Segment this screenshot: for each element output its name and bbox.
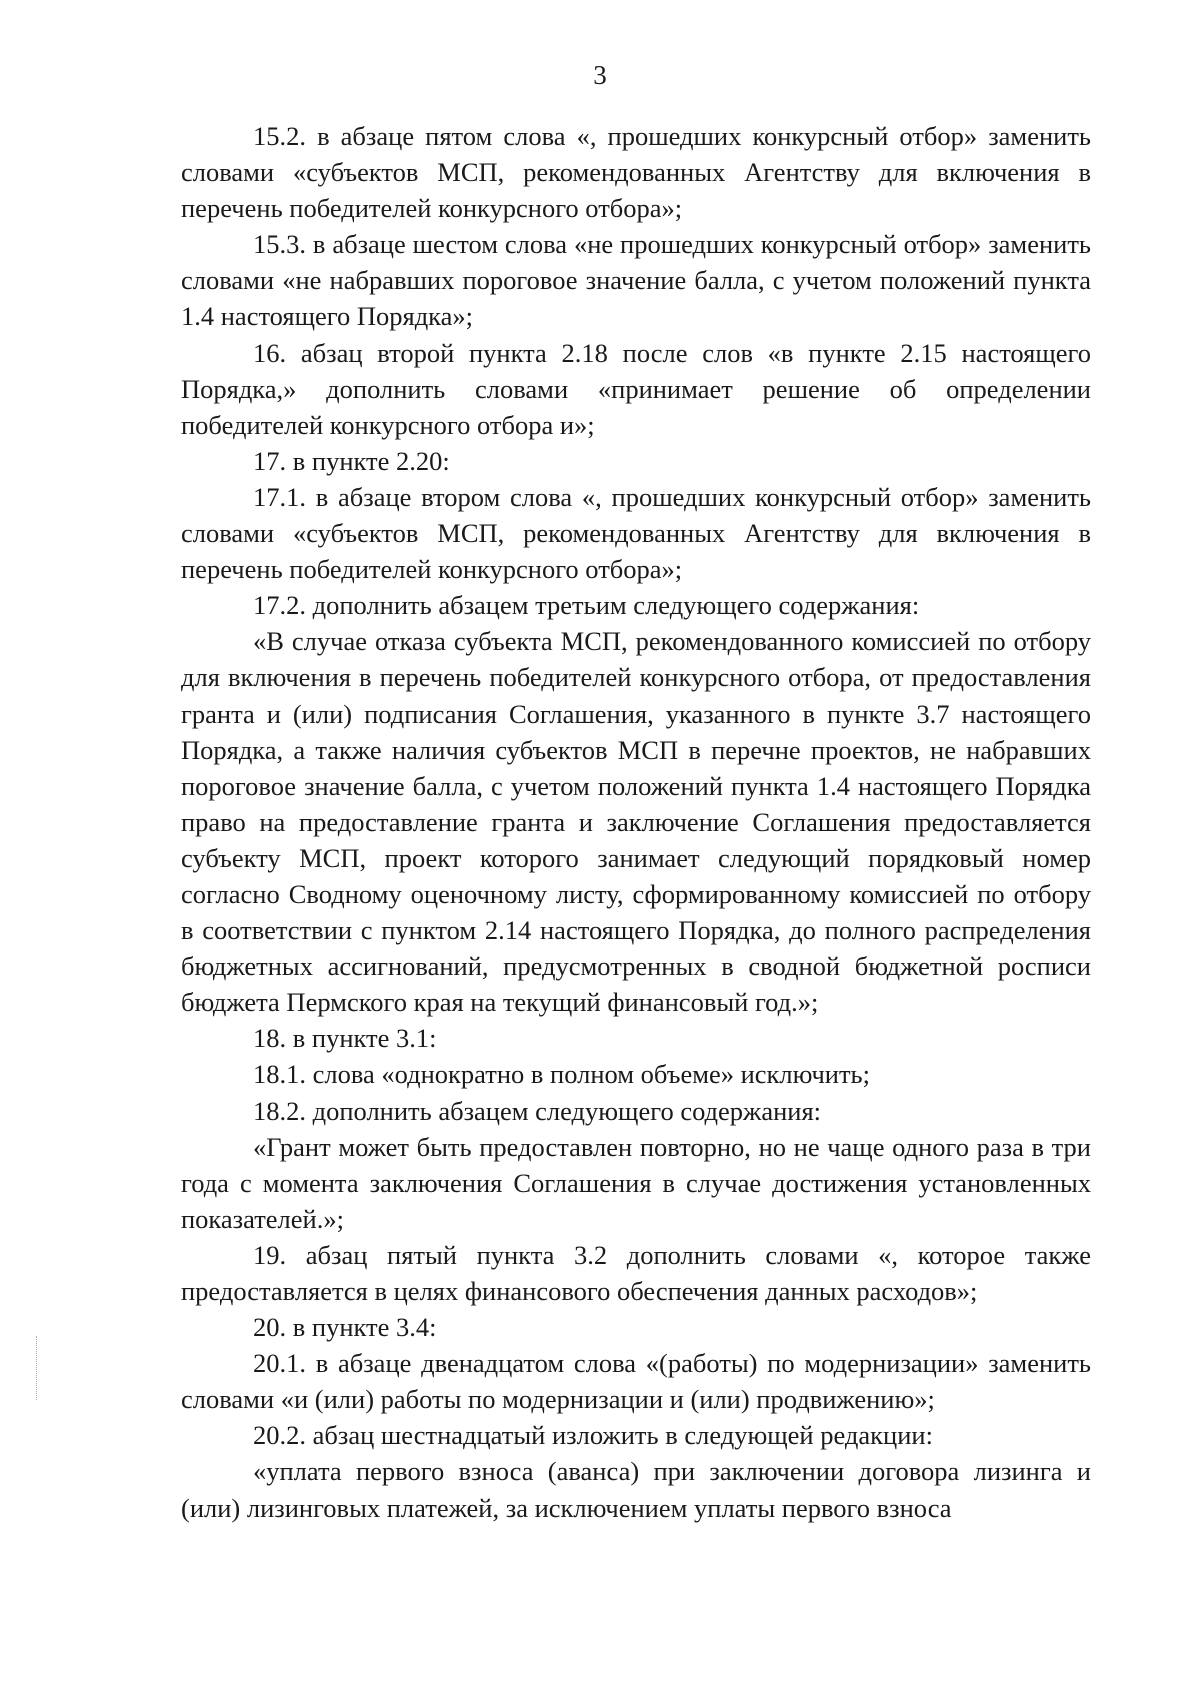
paragraph-17-1: 17.1. в абзаце втором слова «, прошедших конкурсный отбор» заменить словами «субъектов МСП, рекомендованных Агентству для включения в перечень победителей конкурсного отбора»; (181, 481, 1091, 585)
scan-margin-mark (36, 1336, 38, 1400)
paragraph-17-2-quote: «В случае отказа субъекта МСП, рекомендованного комиссией по отбору для включения в перечень победителей конкурсного отбора, от предоставления гранта и (или) подписания Соглашения, указанного в пункте 3.7 настоящего Порядка, а также наличия субъектов МСП в перечне проектов, не набравших пороговое значение балла, с учетом положений пункта 1.4 настоящего Порядка право на предоставление гранта и заключение Соглашения предоставляется субъекту МСП, проект которого занимает следующий порядковый номер согласно Сводному оценочному листу, сформированному комиссией по отбору в соответствии с пунктом 2.14 настоящего Порядка, до полного распределения бюджетных ассигнований, предусмотренных в сводной бюджетной росписи бюджета Пермского края на текущий финансовый год.»; (181, 626, 1091, 1018)
paragraph-17: 17. в пункте 2.20: (253, 445, 450, 476)
paragraph-18-1: 18.1. слова «однократно в полном объеме» исключить; (253, 1059, 870, 1090)
paragraph-18-2-quote: «Грант может быть предоставлен повторно, но не чаще одного раза в три года с момента заключения Соглашения в случае достижения установленных показателей.»; (181, 1131, 1091, 1234)
paragraph-15-3: 15.3. в абзаце шестом слова «не прошедших конкурсный отбор» заменить словами «не набравших пороговое значение балла, с учетом положений пункта 1.4 настоящего Порядка»; (181, 229, 1091, 332)
paragraph-19: 19. абзац пятый пункта 3.2 дополнить словами «, которое также предоставляется в целях финансового обеспечения данных расходов»; (181, 1239, 1091, 1306)
paragraph-20-1: 20.1. в абзаце двенадцатом слова «(работы) по модернизации» заменить словами «и (или) работы по модернизации и (или) продвижению»; (181, 1348, 1091, 1415)
page-number: 3 (593, 60, 607, 90)
paragraph-20: 20. в пункте 3.4: (253, 1312, 437, 1343)
paragraph-20-2: 20.2. абзац шестнадцатый изложить в следующей редакции: (253, 1420, 933, 1451)
paragraph-18: 18. в пункте 3.1: (253, 1023, 437, 1054)
paragraph-15-2: 15.2. в абзаце пятом слова «, прошедших конкурсный отбор» заменить словами «субъектов МСП, рекомендованных Агентству для включения в перечень победителей конкурсного отбора»; (181, 121, 1091, 224)
paragraph-16: 16. абзац второй пункта 2.18 после слов «в пункте 2.15 настоящего Порядка,» дополнить словами «принимает решение об определении победителей конкурсного отбора и»; (181, 337, 1091, 440)
paragraph-20-2-quote: «уплата первого взноса (аванса) при заключении договора лизинга и (или) лизинговых платежей, за исключением уплаты первого взноса (181, 1456, 1091, 1523)
document-body (181, 118, 1091, 1526)
paragraph-18-2: 18.2. дополнить абзацем следующего содержания: (253, 1095, 822, 1126)
paragraph-17-2: 17.2. дополнить абзацем третьим следующего содержания: (253, 590, 920, 621)
